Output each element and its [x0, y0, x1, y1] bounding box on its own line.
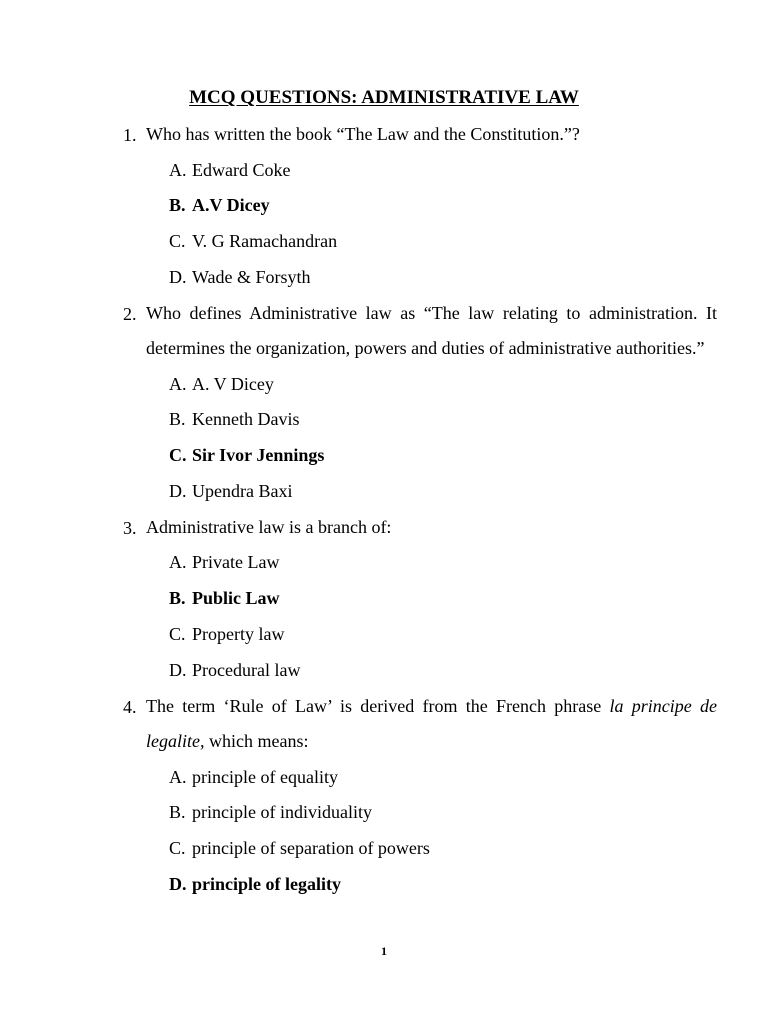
- option-3c: [0, 617, 768, 653]
- document-title: MCQ QUESTIONS: ADMINISTRATIVE LAW: [189, 87, 579, 108]
- option-text: Edward Coke: [192, 159, 291, 180]
- option-3a: [0, 545, 768, 581]
- french-phrase: la principe de legalite,: [146, 695, 718, 752]
- option-letter: C.: [169, 231, 186, 252]
- option-4a: [0, 760, 768, 796]
- option-text: principle of separation of powers: [192, 838, 430, 859]
- question-text-start: The term ‘Rule of Law’ is derived from the French phrase: [146, 695, 602, 716]
- option-letter: B.: [169, 195, 186, 216]
- option-2a: [0, 367, 768, 403]
- option-letter: A.: [169, 766, 187, 787]
- option-1d: [0, 260, 768, 296]
- option-4c: [0, 831, 768, 867]
- option-text: Sir Ivor Jennings: [192, 445, 325, 466]
- question-2: [0, 296, 768, 367]
- option-letter: A.: [169, 552, 187, 573]
- option-text: Private Law: [192, 552, 280, 573]
- option-2d: [0, 474, 768, 510]
- option-letter: A.: [169, 159, 187, 180]
- option-3d: [0, 653, 768, 689]
- question-number: 4.: [123, 696, 137, 717]
- option-text: Procedural law: [192, 659, 301, 680]
- option-text: Kenneth Davis: [192, 409, 300, 430]
- question-number: 2.: [123, 303, 137, 324]
- question-4: [0, 689, 768, 760]
- option-4b: [0, 795, 768, 831]
- option-text: Property law: [192, 623, 285, 644]
- option-letter: C.: [169, 623, 186, 644]
- question-text-end: which means:: [208, 731, 309, 752]
- page-number: 1: [381, 944, 387, 958]
- question-1: [0, 117, 768, 153]
- option-text: principle of individuality: [192, 802, 372, 823]
- option-text: principle of legality: [192, 873, 341, 894]
- option-letter: A.: [169, 373, 187, 394]
- option-text: Upendra Baxi: [192, 481, 293, 502]
- question-number: 3.: [123, 517, 137, 538]
- option-text: principle of equality: [192, 766, 338, 787]
- option-letter: C.: [169, 838, 186, 859]
- option-letter: D.: [169, 659, 187, 680]
- option-1c: [0, 224, 768, 260]
- option-2b: [0, 402, 768, 438]
- option-letter: D.: [169, 873, 187, 894]
- question-text: Who defines Administrative law as “The law relating to administration. It determines the organization, powers and duties of administrative authorities.”: [146, 302, 717, 359]
- question-list: [0, 117, 768, 903]
- option-text: A. V Dicey: [192, 373, 274, 394]
- question-text: Who has written the book “The Law and the Constitution.”?: [146, 124, 580, 144]
- option-letter: D.: [169, 481, 187, 502]
- option-text: Wade & Forsyth: [192, 266, 311, 287]
- option-text: Public Law: [192, 588, 280, 609]
- option-1a: [0, 153, 768, 189]
- question-number: 1.: [123, 125, 137, 145]
- option-letter: B.: [169, 409, 186, 430]
- option-3b-correct: [0, 581, 768, 617]
- option-4d-correct: [0, 867, 768, 903]
- option-1b-correct: [0, 188, 768, 224]
- option-2c-correct: [0, 438, 768, 474]
- option-text: A.V Dicey: [192, 195, 270, 216]
- question-text: Administrative law is a branch of:: [146, 516, 392, 537]
- option-letter: B.: [169, 588, 186, 609]
- option-letter: C.: [169, 445, 187, 466]
- question-text: [146, 689, 717, 760]
- option-text: V. G Ramachandran: [192, 231, 338, 252]
- question-3: [0, 510, 768, 546]
- option-letter: B.: [169, 802, 186, 823]
- option-letter: D.: [169, 266, 187, 287]
